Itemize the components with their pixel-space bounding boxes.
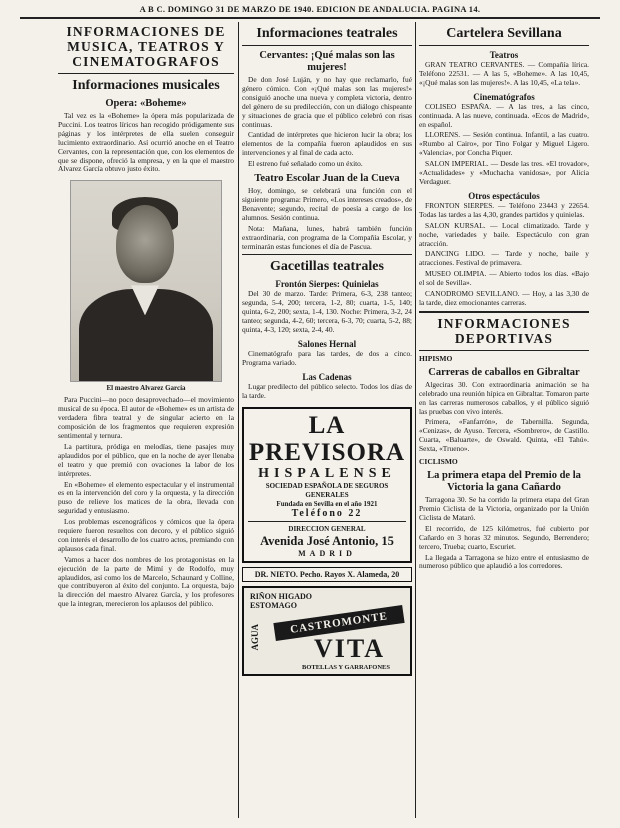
ad-la-previsora	[242, 407, 412, 563]
column-music	[58, 22, 234, 818]
article-paragraph: Vamos a hacer dos nombres de los protagonistas en la ejecución de la parte de Mimí y de Rodolfo, muy aplaudidos, así como los de Marcelo, Schaunard y Colline, que contribuyeron al éxito del conjunto. La orquesta, bajo la dirección del maestro Alvarez García, y los profesores que la integran, merecieron los aplausos del público.	[58, 554, 234, 609]
ad-city: MADRID	[298, 548, 356, 558]
article-paragraph: Para Puccini—no poco desaprovechado—el movimiento musical de su época. El autor de «Boheme» es un artista de verdadera fibra teatral y de singular acierto en la composición de los fragmentos que requieren expresión sentimental y ternura.	[58, 395, 234, 440]
article-paragraph: Cantidad de intérpretes que hicieron lucir la obra; los elementos de la compañía fueron aplaudidos en sus intervenciones y al final de cada acto.	[242, 130, 412, 158]
running-head: A B C. DOMINGO 31 DE MARZO DE 1940. EDICION DE ANDALUCIA. PAGINA 14.	[139, 4, 481, 14]
column-rule-1	[238, 22, 239, 818]
listing-paragraph: FRONTON SIERPES. — Teléfono 23443 y 22654. Todas las tardes a las 4,30, grandes partidos y quinielas.	[419, 200, 589, 219]
ad-direction-label: DIRECCION GENERAL	[288, 524, 366, 533]
subheading-opera: Opera: «Boheme»	[105, 98, 187, 109]
subhead-salones: Salones Hernal	[297, 338, 357, 349]
divider	[58, 73, 234, 74]
section-title-cartelera: Cartelera Sevillana	[446, 26, 562, 41]
article-paragraph: Del 30 de marzo. Tarde: Primera, 6-3, 238 tanteo; segunda, 5-4, 200; tercera, 1-2, 80; cuarta, 1-5, 140; quinta, 6-2, 200; sexta, 1-4, 130. Noche: Primera, 3-2, 24 tanteo; segunda, 4-2, 60; tercera, 6-3, 70; cuarta, 5-2, 88; quinta, 4-3, 120; sexta, 2-4, 40.	[242, 289, 412, 335]
kicker-hipismo: HIPISMO	[419, 353, 453, 363]
portrait-photo	[70, 180, 222, 382]
listing-paragraph: GRAN TEATRO CERVANTES. — Compañía lírica. Teléfono 22531. — A las 5, «Boheme». A las 10,45, «¡Qué malas son las mujeres!». A las 10,45, «La tela».	[419, 60, 589, 87]
ad-phone: Teléfono 22	[291, 507, 363, 519]
article-paragraph: La partitura, pródiga en melodías, tiene pasajes muy aplaudidos por el público, que en la noche de ayer llenaba el teatro y que premió con ovaciones la labor de los intérpretes.	[58, 441, 234, 478]
subhead-fronton: Frontón Sierpes: Quinielas	[275, 279, 379, 290]
ad-line: Fundada en Sevilla en el año 1921	[276, 499, 378, 508]
headline-gibraltar: Carreras de caballos en Gibraltar	[428, 366, 580, 378]
article-paragraph: Tarragona 30. Se ha corrido la primera etapa del Gran Premio Ciclista de la Victoria, organizado por la Unión Ciclista de Mataró.	[419, 495, 589, 522]
headline-teatro-escolar: Teatro Escolar Juan de la Cueva	[254, 173, 400, 185]
subhead-cinematografos: Cinematógrafos	[473, 91, 535, 102]
headline-victoria: La primera etapa del Premio de la Victoria la gana Cañardo	[427, 470, 581, 494]
article-paragraph: Lugar predilecto del público selecto. Todos los días de la tarde.	[242, 381, 412, 400]
listing-paragraph: SALON IMPERIAL. — Desde las tres. «El trovador», «Actualidades» y «Muchacha vanidosa», por Alicia Verdaguer.	[419, 159, 589, 186]
vita-band: CASTROMONTE	[273, 605, 404, 641]
headline-cervantes: Cervantes: ¡Qué malas son las mujeres!	[259, 50, 395, 73]
vita-side-label: AGUA	[250, 623, 260, 651]
vita-small-line: BOTELLAS Y GARRAFONES	[302, 663, 391, 671]
article-paragraph: De don José Luján, y no hay que reclamarlo, fué género cómico. Con «¡Qué malas son las mujeres!» consiguió anoche una nueva y completa victoria, dentro del género de su predilección, con un diálogo chispeante y situaciones de gracia que el público celebró con risas continuas.	[242, 75, 412, 129]
divider	[242, 254, 412, 255]
article-paragraph: En «Boheme» el elemento espectacular y el instrumental es en la intervención del coro y la orquesta, y la dirección puso de relieve los matices de la obra, llevada con seguridad y entusiasmo.	[58, 479, 234, 516]
article-paragraph: Algeciras 30. Con extraordinaria animación se ha celebrado una reunión hípica en Gibraltar. Tomaron parte en las carreras numerosos caballos, y el público siguió las pruebas con vivo interés.	[419, 379, 589, 416]
vita-big-word: VITA	[314, 633, 386, 663]
listing-paragraph: CANODROMO SEVILLANO. — Hoy, a las 3,30 de la tarde, diez emocionantes carreras.	[419, 289, 589, 307]
listing-paragraph: LLORENS. — Sesión continua. Infantil, a las cuatro. «Rumbo al Cairo», por Tino Folgar y Miguel Ligero. «Valencia», por Concha Piquer.	[419, 130, 589, 158]
divider	[419, 350, 589, 351]
divider	[419, 311, 589, 313]
ad-line: SOCIEDAD ESPAÑOLA DE SEGUROS GENERALES	[265, 481, 389, 499]
photo-caption: El maestro Alvarez García	[106, 384, 186, 393]
subhead-cadenas: Las Cadenas	[302, 371, 352, 382]
kicker-ciclismo: CICLISMO	[419, 457, 458, 467]
article-paragraph: Cinematógrafo para las tardes, de dos a cinco. Programa variado.	[242, 348, 412, 367]
listing-paragraph: DANCING LIDO. — Tarde y noche, baile y atracciones. Festival de primavera.	[419, 249, 589, 268]
article-paragraph: Hoy, domingo, se celebrará una función con el siguiente programa: Primero, «Los intereses creados», de Benavente; segundo, recital de poesía a cargo de los alumnos. Sesión continua.	[242, 186, 412, 222]
ad-dr-nieto: DR. NIETO. Pecho. Rayos X. Alameda, 20	[242, 567, 412, 582]
article-paragraph: El recorrido, de 125 kilómetros, fué cubierto por Cañardo en 3 horas 32 minutos. Segundo, Berrendero; tercero, Trueba; cuarto, Escuriet.	[419, 523, 589, 551]
article-paragraph: Primera, «Fanfarrón», de Tabernilla. Segunda, «Cenizas», de Ayuso. Tercera, «Sombrero», de Castillo. Cuarta, «Baluarte», de Oswald. Quinta, «El Tahú». Sexta, «Trueno».	[419, 417, 589, 454]
divider	[419, 45, 589, 46]
photo-head-shape	[116, 205, 174, 283]
vita-tagline: RIÑON HIGADO ESTOMAGO	[250, 591, 313, 610]
top-rule	[20, 17, 600, 19]
column-theatre	[242, 22, 412, 818]
column-listings-sports	[419, 22, 589, 818]
subhead-teatros: Teatros	[489, 50, 519, 60]
heading-musical-info: Informaciones musicales	[72, 78, 220, 93]
listing-paragraph: SALON KURSAL. — Local climatizado. Tarde y noche, variedades y baile. Espectáculo con gran atracción.	[419, 220, 589, 248]
article-paragraph: El estreno fué señalado como un éxito.	[248, 159, 363, 169]
ad-brand: LA PREVISORA	[248, 411, 406, 466]
article-paragraph: Tal vez es la «Boheme» la ópera más popularizada de Puccini. Los teatros líricos han recogido pródigamente sus páginas y los intérpretes de ella suelen conseguir lucimiento extraordinario. Así ocurrió anoche en el Teatro Cervantes, con la representación que, con los elementos de que se dispone, ofreció la empresa, y en la que el maestro Alvarez García obtuvo justo éxito.	[58, 111, 234, 174]
section-title-music: INFORMACIONES DE MUSICA, TEATROS Y CINEMATOGRAFOS	[66, 24, 226, 69]
column-rule-2	[415, 22, 416, 818]
section-title-deportivas: INFORMACIONES DEPORTIVAS	[437, 315, 571, 346]
divider	[248, 521, 406, 522]
ad-vita-water	[242, 586, 412, 676]
section-title-theatre: Informaciones teatrales	[256, 26, 398, 41]
ad-brand-sub: HISPALENSE	[258, 465, 396, 481]
subhead-otros: Otros espectáculos	[468, 190, 540, 201]
divider	[242, 45, 412, 46]
article-paragraph: La llegada a Tarragona se hizo entre el entusiasmo de numeroso público que aplaudió a los corredores.	[419, 552, 589, 571]
headline-gacetillas: Gacetillas teatrales	[270, 259, 384, 275]
ad-address: Avenida José Antonio, 15	[260, 533, 394, 548]
listing-paragraph: MUSEO OLIMPIA. — Abierto todos los días. «Bajo el sol de Sevilla».	[419, 269, 589, 288]
article-paragraph: Los problemas escenográficos y cómicos que la ópera requiere fueron resueltos con decoro, y el público siguió con interés el desarrollo de los cuatro actos, premiando con aplausos cada final.	[58, 517, 234, 553]
listing-paragraph: COLISEO ESPAÑA. — A las tres, a las cinco, continuada. A las nueve, continuada. «Ecos de Madrid», en español.	[419, 101, 589, 129]
article-paragraph: Nota: Mañana, lunes, habrá también función extraordinaria, con programa de la Compañía Escolar, y terminarán estas funciones el día de Pascua.	[242, 223, 412, 251]
